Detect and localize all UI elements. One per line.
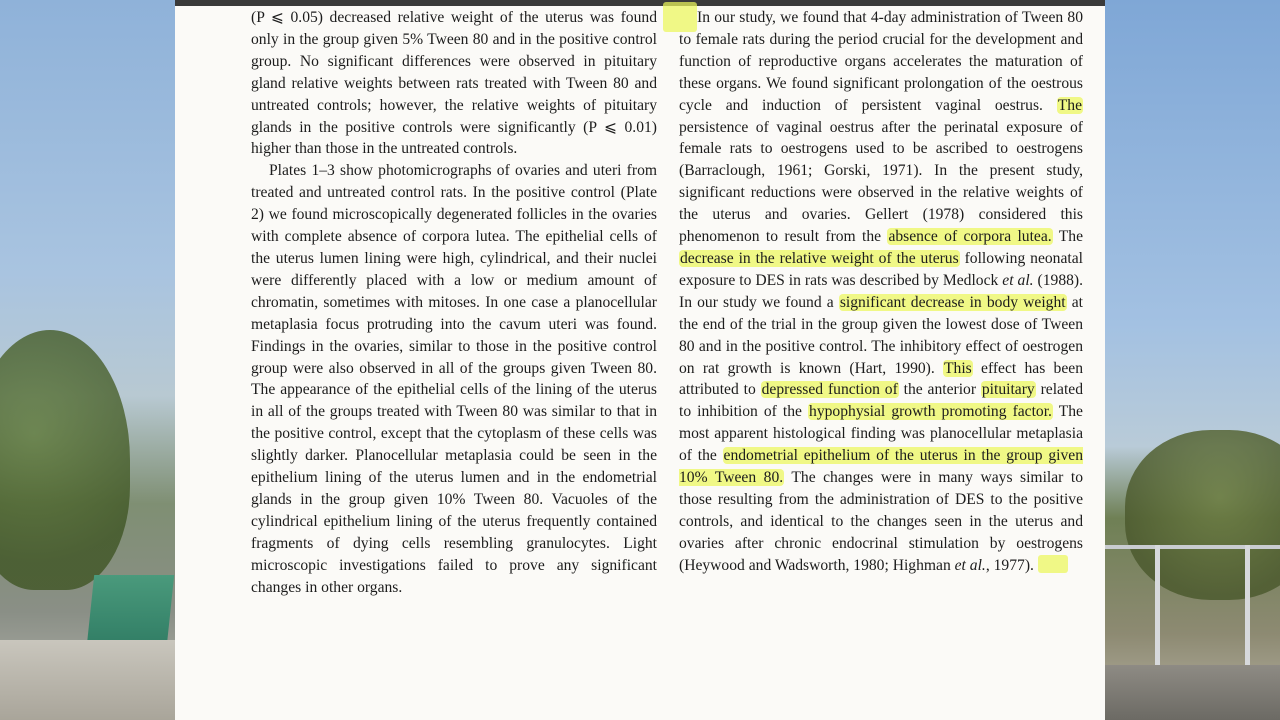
highlight-mark — [1038, 555, 1068, 573]
highlight: The — [1057, 96, 1082, 114]
paragraph-results: (P ⩽ 0.05) decreased relative weight of the uterus was found only in the group given 5% Tween 80 and in the positive control group. No significant differences were observed in pituitary gland relative weights between rats treated with Tween 80 and untreated controls; however, the relative weights of pituitary glands in the positive controls were significantly (P ⩽ 0.01) higher than those in the untreated controls. — [251, 9, 657, 158]
background-scene-right — [1105, 0, 1280, 720]
paragraph-discussion: In our study, we found that 4-day administration of Tween 80 to female rats during the period crucial for the development and function of reproductive organs accelerates the maturation of these organs. We found significant prolongation of the oestrous cycle and induction of persistent vaginal oestrus. The persistence of vaginal oestrus after the perinatal exposure of female rats to oestrogens used to be ascribed to oestrogens (Barraclough, 1961; Gorski, 1971). In the present study, significant reductions were observed in the relative weights of the uterus and ovaries. Gellert (1978) considered this phenomenon to result from the absence of corpora lutea. The decrease in the relative weight of the uterus following neonatal exposure to DES in rats was described by Medlock et al. (1988). In our study we found a significant decrease in body weight at the end of the trial in the group given the lowest dose of Tween 80 and in the positive control. The inhibitory effect of oestrogen on rat growth is known (Hart, 1990). This effect has been attributed to depressed function of the anterior pituitary related to inhibition of the hypophysial growth promoting factor. The most apparent histological finding was planocellular metaplasia of the endometrial epithelium of the uterus in the group given 10% Tween 80. The changes were in many ways similar to those resulting from the administration of DES to the positive controls, and identical to the changes seen in the uterus and ovaries after chronic endocrinal stimulation by oestrogens (Heywood and Wadsworth, 1980; Highman et al., 1977). — [679, 9, 1084, 574]
highlight: hypophysial growth promoting factor. — [809, 403, 1052, 421]
tree-left — [0, 330, 130, 590]
fence-rail — [1105, 545, 1280, 549]
left-column — [251, 7, 657, 598]
highlight: This — [944, 359, 972, 377]
ground-right — [1105, 665, 1280, 720]
right-column — [679, 7, 1083, 577]
highlight: endometrial epithelium of the uterus in the group given 10% Tween 80. — [679, 447, 1083, 487]
tree-right — [1125, 430, 1280, 600]
paper-page — [175, 0, 1105, 720]
highlight: pituitary — [981, 381, 1035, 399]
background-scene-left — [0, 0, 175, 720]
ground-left — [0, 640, 175, 720]
highlight: decrease in the relative weight of the uterus — [680, 249, 959, 267]
highlight: absence of corpora lutea. — [888, 228, 1052, 246]
highlight: significant decrease in body weight — [839, 293, 1066, 311]
paragraph-plates: Plates 1–3 show photomicrographs of ovaries and uteri from treated and untreated control rats. In the positive control (Plate 2) we found microscopically degenerated follicles in the ovaries with complete absence of corpora lutea. The epithelial cells of the uterus lumen lining were high, cylindrical, and their nuclei were differently placed with a low or medium amount of chromatin, sometimes with mitoses. In one case a planocellular metaplasia focus protruding into the cavum uteri was found. Findings in the ovaries, similar to those in the positive control group were also observed in all of the groups given Tween 80. The appearance of the epithelial cells of the lining of the uterus in all of the groups treated with Tween 80 was similar to that in the positive control, except that the cytoplasm of these cells was slightly darker. Planocellular metaplasia could be seen in the epithelium lining of the uterus lumen and in the endometrial glands in the group given 10% Tween 80. Vacuoles of the cylindrical epithelium lining of the uterus frequently contained fragments of dying cells resembling granulocytes. Light microscopic investigations failed to prove any significant changes in other organs. — [251, 162, 657, 596]
highlight: depressed function of — [761, 381, 898, 399]
